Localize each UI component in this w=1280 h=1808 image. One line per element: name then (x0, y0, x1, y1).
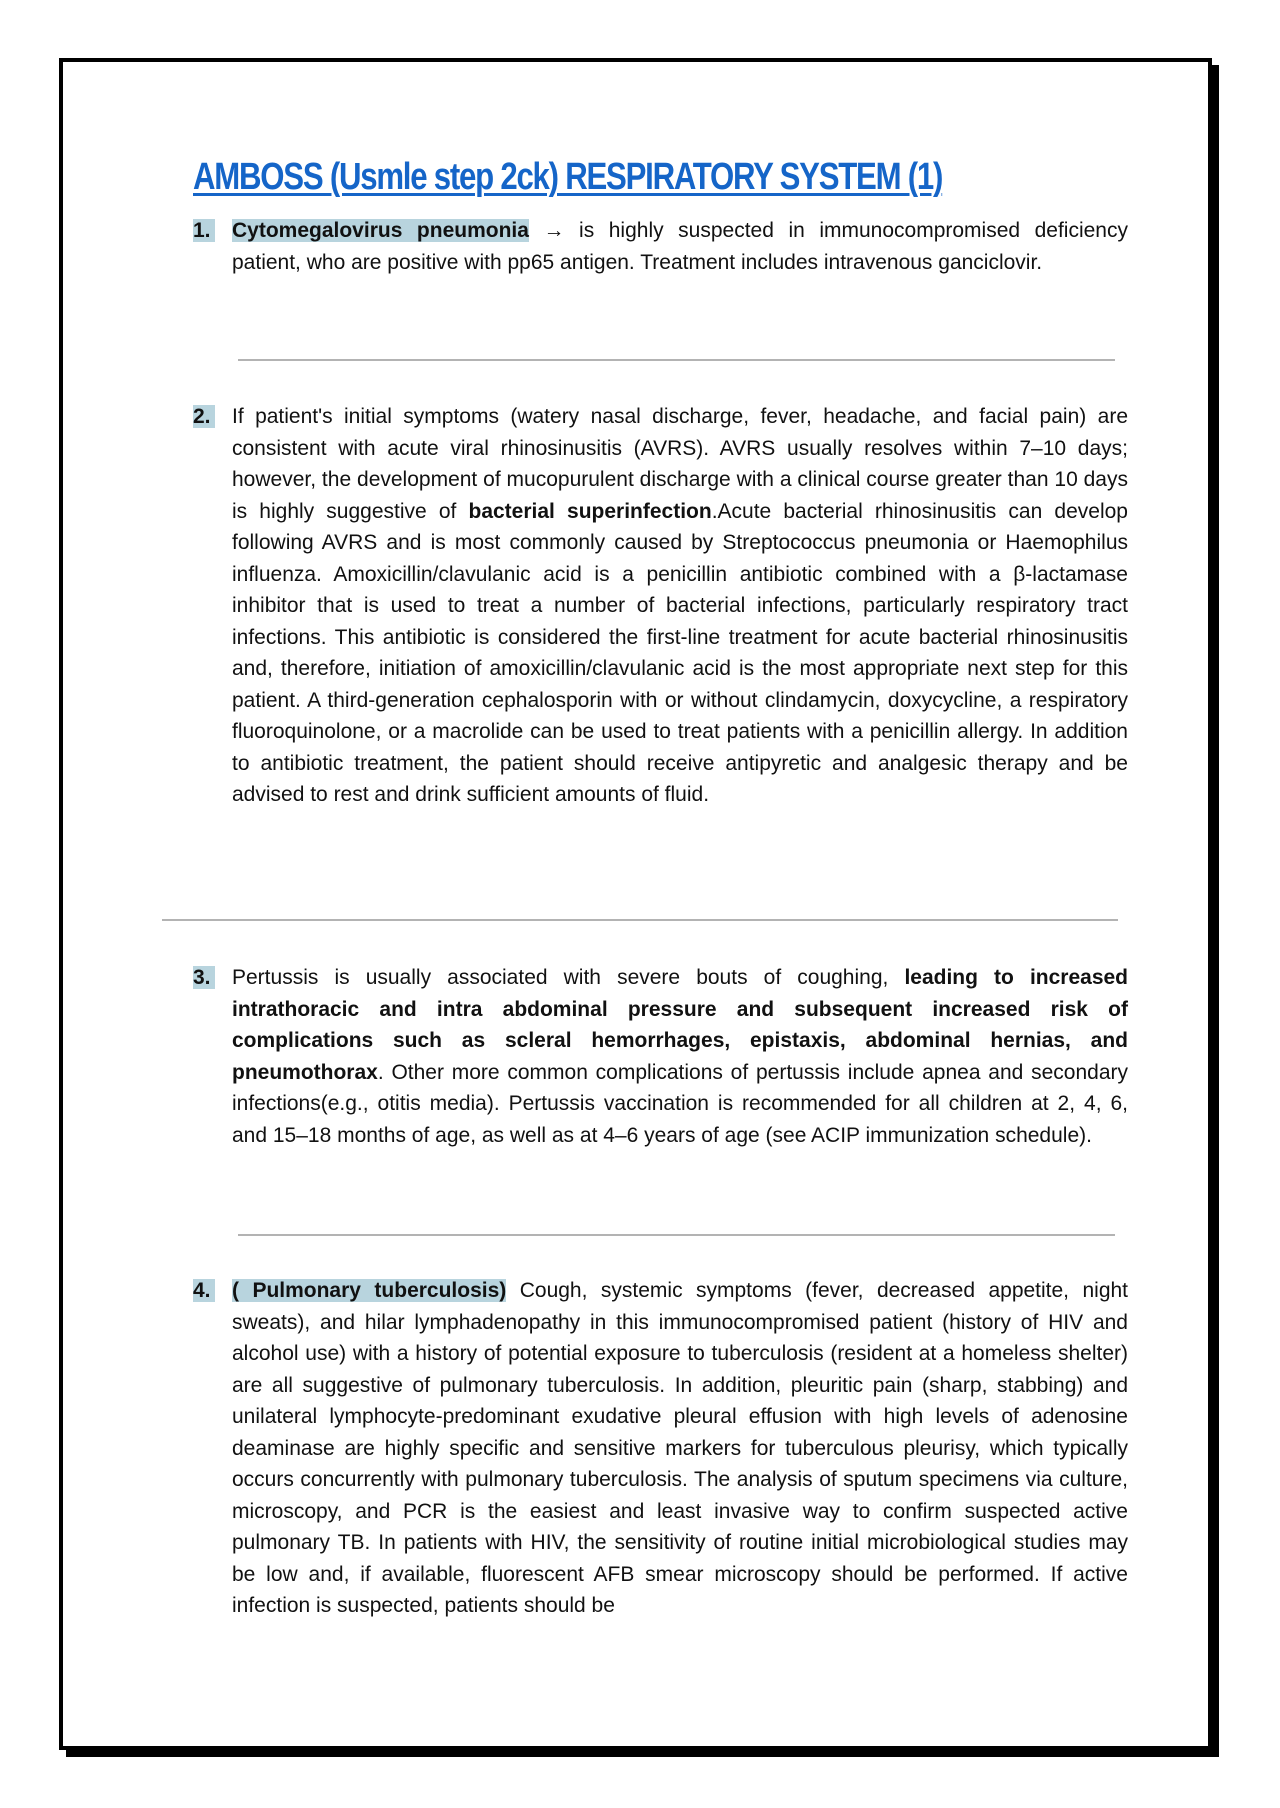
item-number: 1. (193, 215, 232, 247)
divider (238, 1234, 1115, 1236)
list-item-4 (193, 1275, 1128, 1622)
bold-term: leading to increased intrathoracic and intra abdominal pressure and subsequent increased risk of complications such as scleral hemorrhages, epistaxis, abdominal hernias, and pneumothorax (232, 966, 1129, 1084)
highlighted-term: Cytomegalovirus pneumonia (232, 219, 529, 242)
item-number: 3. (193, 962, 232, 994)
bold-term: bacterial superinfection (468, 499, 712, 523)
item-text: Pertussis is usually associated with severe bouts of coughing, leading to increased intrathoracic and intra abdominal pressure and subsequent increased risk of complications such as scleral hemorrhages, epistaxis, abdominal hernias, and pneumothorax. Other more common complications of pertussis include apnea and secondary infections(e.g., otitis media). Pertussis vaccination is recommended for all children at 2, 4, 6, and 15–18 months of age, as well as at 4–6 years of age (see ACIP immunization schedule). (232, 966, 1129, 1147)
list-item-1 (193, 215, 1128, 278)
item-text: ( Pulmonary tuberculosis) Cough, systemic symptoms (fever, decreased appetite, night sweats), and hilar lymphadenopathy in this immunocompromised patient (history of HIV and alcohol use) with a history of potential exposure to tuberculosis (resident at a homeless shelter) are all suggestive of pulmonary tuberculosis. In addition, pleuritic pain (sharp, stabbing) and unilateral lymphocyte-predominant exudative pleural effusion with high levels of adenosine deaminase are highly specific and sensitive markers for tuberculous pleurisy, which typically occurs concurrently with pulmonary tuberculosis. The analysis of sputum specimens via culture, microscopy, and PCR is the easiest and least invasive way to confirm suspected active pulmonary TB. In patients with HIV, the sensitivity of routine initial microbiological studies may be low and, if available, fluorescent AFB smear microscopy should be performed. If active infection is suspected, patients should be (232, 1279, 1129, 1617)
divider (162, 919, 1118, 921)
list-item-3 (193, 962, 1128, 1151)
item-text: If patient's initial symptoms (watery nasal discharge, fever, headache, and facial pain) are consistent with acute viral rhinosinusitis (AVRS). AVRS usually resolves within 7–10 days; however, the development of mucopurulent discharge with a clinical course greater than 10 days is highly suggestive of bacterial superinfection.Acute bacterial rhinosinusitis can develop following AVRS and is most commonly caused by Streptococcus pneumonia or Haemophilus influenza. Amoxicillin/clavulanic acid is a penicillin antibiotic combined with a β-lactamase inhibitor that is used to treat a number of bacterial infections, particularly respiratory tract infections. This antibiotic is considered the first-line treatment for acute bacterial rhinosinusitis and, therefore, initiation of amoxicillin/clavulanic acid is the most appropriate next step for this patient. A third-generation cephalosporin with or without clindamycin, doxycycline, a respiratory fluoroquinolone, or a macrolide can be used to treat patients with a penicillin allergy. In addition to antibiotic treatment, the patient should receive antipyretic and analgesic therapy and be advised to rest and drink sufficient amounts of fluid. (232, 405, 1128, 806)
divider (238, 359, 1115, 361)
item-number: 2. (193, 401, 232, 433)
page-title: AMBOSS (Usmle step 2ck) RESPIRATORY SYSTEM (1) (193, 156, 943, 198)
list-item-2 (193, 401, 1128, 811)
highlighted-term: ( Pulmonary tuberculosis) (232, 1279, 507, 1302)
item-number: 4. (193, 1275, 232, 1307)
item-text: Cytomegalovirus pneumonia → is highly suspected in immunocompromised deficiency patient, who are positive with pp65 antigen. Treatment includes intravenous ganciclovir. (232, 219, 1128, 274)
